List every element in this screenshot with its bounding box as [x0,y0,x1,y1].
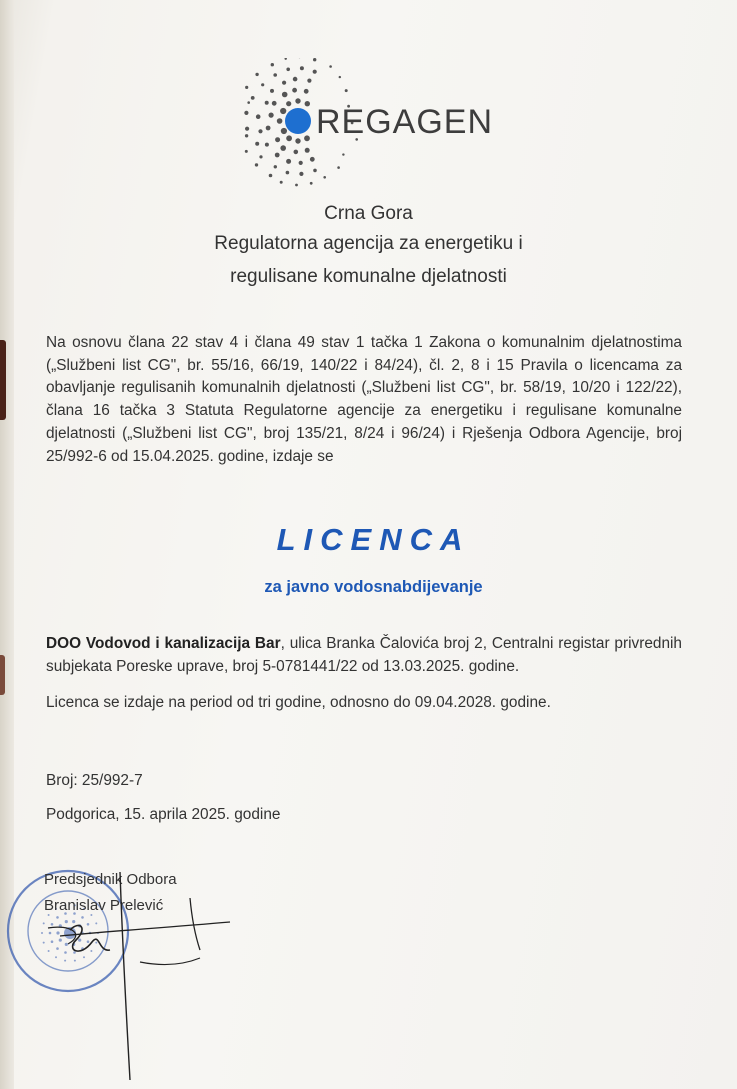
signatory-role: Predsjednik Odbora [44,871,177,888]
signatory-name: Branislav Prelević [44,897,164,914]
agency-line-1: Regulatorna agencija za energetiku i [214,233,523,254]
logo-wordmark: REGAGEN [316,103,494,141]
license-subtitle: za javno vodosnabdijevanje [264,578,483,596]
country-line: Crna Gora [324,203,413,224]
license-title: LICENCA [276,522,471,557]
legal-basis-paragraph: Na osnovu člana 22 stav 4 i člana 49 stav 1 tačka 1 Zakona o komunalnim djelatnostima („Službeni list CG", br. 55/16, 66/19, 140/22 i 84/24), čl. 2, 8 i 15 Pravila o licencama za obavljanje regulisanih komunalnih djelatnosti („Službeni list CG", br. 58/19, 10/20 i 122/22), člana 16 tačka 3 Statuta Regulatorne agencije za energetiku i regulisane komunalne djelatnosti („Službeni list CG", broj 135/21, 8/24 i 96/24) i Rješenja Odbora Agencije, broj 25/992-6 od 15.04.2025. godine, izdaje se [46,334,682,465]
holder-name: DOO Vodovod i kanalizacija Bar [46,635,281,652]
reference-number: Broj: 25/992-7 [46,772,143,789]
binding-mark-upper [0,340,6,420]
holder-details: , ulica Branka Čalovića broj 2, Centralni registar privrednih subjekata Poreske uprave, broj 5-0781441/22 od 13.03.2025. godine. [46,635,682,675]
binding-mark-lower [0,655,5,695]
place-and-date: Podgorica, 15. aprila 2025. godine [46,806,281,823]
license-holder-paragraph [46,633,682,678]
handwritten-signature [40,870,250,1080]
agency-line-2: regulisane komunalne djelatnosti [230,266,507,287]
validity-statement: Licenca se izdaje na period od tri godine, odnosno do 09.04.2028. godine. [46,694,551,711]
